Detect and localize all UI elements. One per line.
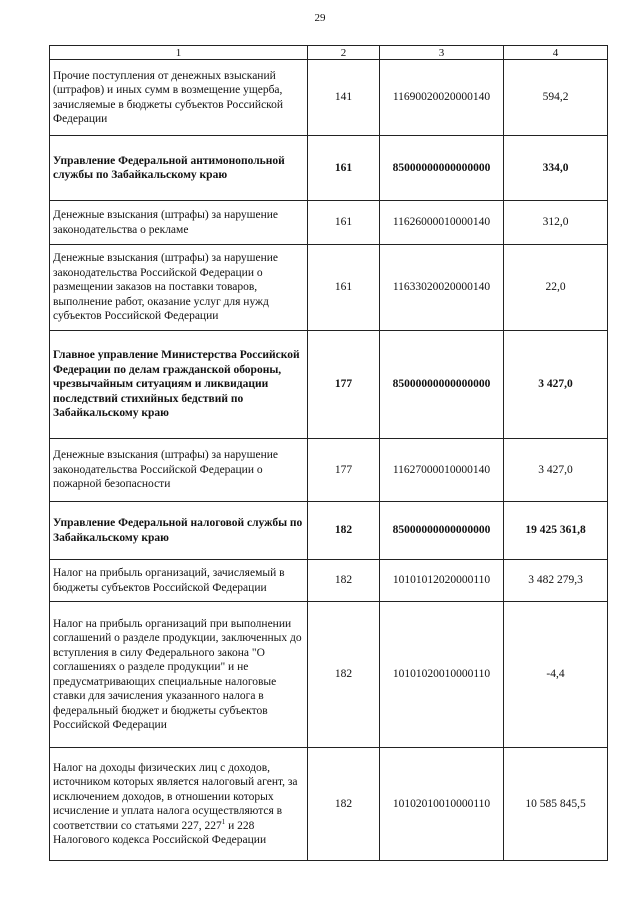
table-row <box>50 502 608 560</box>
row-kbk: 85000000000000000 <box>380 136 504 201</box>
row-sum: 3 427,0 <box>504 331 608 439</box>
row-sum: 334,0 <box>504 136 608 201</box>
header-col-3: 3 <box>380 46 504 60</box>
row-admin-code: 177 <box>308 331 380 439</box>
row-name: Налог на прибыль организаций при выполнении соглашений о разделе продукции, заключенных до вступления в силу Федерального закона "О соглашениях о разделе продукции" и не предусматривающих специальные налоговые ставки для зачисления указанного налога в федеральный бюджет и бюджеты субъектов Российской Федерации <box>50 602 308 748</box>
row-name: Главное управление Министерства Российской Федерации по делам гражданской обороны, чрезвычайным ситуациям и ликвидации последствий стихийных бедствий по Забайкальскому краю <box>50 331 308 439</box>
table-row <box>50 748 608 861</box>
row-sum: 3 427,0 <box>504 439 608 502</box>
table-row <box>50 60 608 136</box>
row-admin-code: 177 <box>308 439 380 502</box>
row-kbk: 10101020010000110 <box>380 602 504 748</box>
table-row <box>50 560 608 602</box>
row-kbk: 11690020020000140 <box>380 60 504 136</box>
row-name: Денежные взыскания (штрафы) за нарушение законодательства Российской Федерации о пожарной безопасности <box>50 439 308 502</box>
table-row <box>50 201 608 245</box>
row-admin-code: 182 <box>308 602 380 748</box>
row-sum: 10 585 845,5 <box>504 748 608 861</box>
row-sum: 22,0 <box>504 245 608 331</box>
row-name <box>50 748 308 861</box>
row-sum: 19 425 361,8 <box>504 502 608 560</box>
table-row <box>50 439 608 502</box>
row-kbk: 11627000010000140 <box>380 439 504 502</box>
header-col-4: 4 <box>504 46 608 60</box>
header-col-2: 2 <box>308 46 380 60</box>
table-row <box>50 245 608 331</box>
row-name: Прочие поступления от денежных взысканий (штрафов) и иных сумм в возмещение ущерба, зачисляемые в бюджеты субъектов Российской Федерации <box>50 60 308 136</box>
row-name: Управление Федеральной налоговой службы по Забайкальскому краю <box>50 502 308 560</box>
row-sum: 594,2 <box>504 60 608 136</box>
row-kbk: 10101012020000110 <box>380 560 504 602</box>
revenue-table <box>49 45 608 861</box>
row-name-tail: и 228 Налогового кодекса Российской Федерации <box>53 819 267 846</box>
footnote-superscript: 1 <box>221 817 226 826</box>
page-number: 29 <box>314 12 326 24</box>
header-col-1: 1 <box>50 46 308 60</box>
row-admin-code: 182 <box>308 748 380 861</box>
row-name: Управление Федеральной антимонопольной службы по Забайкальскому краю <box>50 136 308 201</box>
row-kbk: 11633020020000140 <box>380 245 504 331</box>
row-admin-code: 161 <box>308 136 380 201</box>
table-row <box>50 602 608 748</box>
row-kbk: 85000000000000000 <box>380 331 504 439</box>
row-admin-code: 161 <box>308 245 380 331</box>
row-admin-code: 182 <box>308 502 380 560</box>
row-kbk: 11626000010000140 <box>380 201 504 245</box>
row-name-text: Налог на доходы физических лиц с доходов, источником которых является налоговый агент, за исключением доходов, в отношении которых исчисление и уплата налога осуществляются в соответствии со статьями 227, 227 <box>53 761 298 832</box>
row-sum: 312,0 <box>504 201 608 245</box>
row-kbk: 10102010010000110 <box>380 748 504 861</box>
row-name: Денежные взыскания (штрафы) за нарушение законодательства о рекламе <box>50 201 308 245</box>
table-row <box>50 331 608 439</box>
row-admin-code: 141 <box>308 60 380 136</box>
row-sum: -4,4 <box>504 602 608 748</box>
row-admin-code: 182 <box>308 560 380 602</box>
row-admin-code: 161 <box>308 201 380 245</box>
header-row <box>50 46 608 60</box>
table-row <box>50 136 608 201</box>
row-name: Налог на прибыль организаций, зачисляемый в бюджеты субъектов Российской Федерации <box>50 560 308 602</box>
row-kbk: 85000000000000000 <box>380 502 504 560</box>
row-name: Денежные взыскания (штрафы) за нарушение законодательства Российской Федерации о размещении заказов на поставки товаров, выполнение работ, оказание услуг для нужд субъектов Российской Федерации <box>50 245 308 331</box>
row-sum: 3 482 279,3 <box>504 560 608 602</box>
